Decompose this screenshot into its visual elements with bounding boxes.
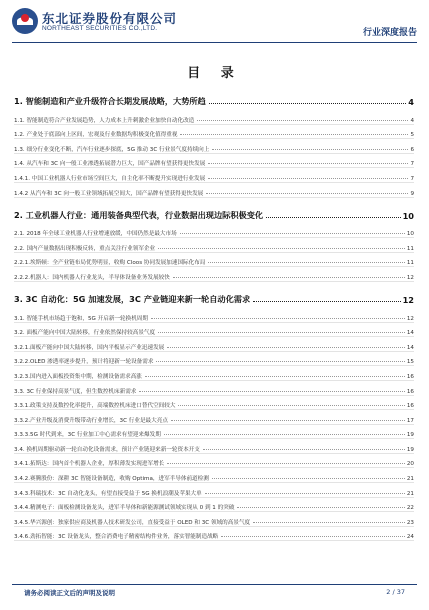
- toc-entry-text: 2.2.1.埃斯顿：全产业链布局优势明显，收购 Cloos 协同发展加速国际化布局: [14, 260, 206, 267]
- toc-subsection-entry[interactable]: [14, 323, 414, 338]
- toc-subsection-entry[interactable]: [14, 381, 414, 396]
- toc-subsection-entry[interactable]: [14, 183, 414, 198]
- toc-leader-dots: [208, 178, 408, 179]
- toc-entry-text: 3.4.3.科瑞技术：3C 自动化龙头，有望直接受益于 5G 换机浪潮及苹果大单: [14, 490, 202, 497]
- toc-leader-dots: [203, 449, 405, 450]
- toc-page-number: 24: [406, 534, 414, 541]
- toc-leader-dots: [139, 391, 404, 392]
- toc-leader-dots: [180, 134, 408, 135]
- toc-page-number: 17: [406, 417, 414, 424]
- report-type-label: 行业深度报告: [362, 28, 417, 38]
- toc-subsection-entry[interactable]: [14, 224, 414, 239]
- toc-subsection-entry[interactable]: [14, 425, 414, 440]
- toc-entry-text: 2.1. 2018 年全球工业机器人行业增速放缓，中国仍然是最大市场: [14, 231, 177, 238]
- toc-section-entry[interactable]: [14, 205, 414, 221]
- toc-entry-text: 3.3.3.5G 时代到来，3C 行业加工中心需求有望迎来爆发期: [14, 432, 161, 439]
- toc-page-number: 12: [402, 294, 414, 305]
- footer-divider: [12, 584, 417, 585]
- toc-leader-dots: [208, 163, 408, 164]
- toc-page-number: 15: [406, 359, 414, 366]
- toc-subsection-entry[interactable]: [14, 527, 414, 542]
- toc-section-entry[interactable]: [14, 289, 414, 305]
- toc-subsection-entry[interactable]: [14, 253, 414, 268]
- toc-entry-text: 3.4.2.赛腾股份：深耕 3C 智能设备制造，收购 Optima，进军半导体前道检测: [14, 476, 209, 483]
- table-of-contents: [14, 84, 414, 541]
- toc-page-number: 14: [406, 330, 414, 337]
- toc-entry-text: 3.2.1.面板产能向中国大陆转移，国内平板显示产业迅速发展: [14, 344, 165, 351]
- company-name-cn: 东北证券股份有限公司: [42, 11, 178, 26]
- toc-page-number: 11: [406, 245, 414, 252]
- toc-leader-dots: [237, 507, 404, 508]
- header-divider: [12, 42, 417, 43]
- toc-leader-dots: [145, 376, 405, 377]
- toc-subsection-entry[interactable]: [14, 168, 414, 183]
- toc-entry-text: 3.3.1.政策支持及数控化率提升，高端数控机床进口替代空间较大: [14, 403, 176, 410]
- toc-entry-text: 2.2.2.机器人：国内机器人行业龙头，半导体设备业务发展较快: [14, 274, 170, 281]
- toc-subsection-entry[interactable]: [14, 410, 414, 425]
- toc-page-number: 16: [406, 373, 414, 380]
- toc-page-number: 9: [410, 190, 414, 197]
- toc-subsection-entry[interactable]: [14, 352, 414, 367]
- toc-page-number: 21: [406, 476, 414, 483]
- toc-leader-dots: [206, 193, 408, 194]
- toc-leader-dots: [221, 536, 405, 537]
- toc-leader-dots: [209, 103, 407, 104]
- toc-page-number: 20: [406, 461, 414, 468]
- toc-leader-dots: [208, 262, 404, 263]
- toc-entry-text: 1.4. 从汽车和 3C 向一般工业渗透拓展潜力巨大，国产品牌有望获得更快发展: [14, 161, 206, 168]
- toc-entry-text: 3.2.3.国内进入面板投资集中期，检测设备需求高涨: [14, 373, 142, 380]
- toc-title: 目 录: [187, 66, 242, 81]
- toc-leader-dots: [167, 463, 405, 464]
- toc-entry-text: 3.4.4.精测电子：面板检测设备龙头，进军半导体和新能源测试领域实现从 0 到 1 的突破: [14, 505, 235, 512]
- toc-page-number: 10: [406, 231, 414, 238]
- toc-page-number: 7: [410, 175, 414, 182]
- toc-page-number: 4: [408, 97, 414, 107]
- toc-leader-dots: [266, 217, 400, 218]
- toc-page-number: 12: [406, 315, 414, 322]
- toc-leader-dots: [158, 248, 405, 249]
- toc-leader-dots: [205, 493, 405, 494]
- toc-leader-dots: [171, 420, 405, 421]
- toc-leader-dots: [197, 120, 408, 121]
- toc-subsection-entry[interactable]: [14, 267, 414, 282]
- toc-entry-text: 1.4.1. 中国工业机器人行业市场空间巨大，自主化率不断提升实现进行业发展: [14, 175, 206, 182]
- toc-leader-dots: [167, 347, 405, 348]
- toc-section-entry[interactable]: [14, 91, 414, 107]
- page-header: [0, 0, 429, 46]
- toc-entry-text: 1.4.2 从汽车和 3C 向一般工业领域拓展空间大，国产品牌有望获得更快发展: [14, 190, 204, 197]
- toc-page-number: 19: [406, 446, 414, 453]
- company-name-en: NORTHEAST SECURITIES CO.,LTD.: [42, 25, 158, 32]
- toc-subsection-entry[interactable]: [14, 498, 414, 513]
- toc-subsection-entry[interactable]: [14, 125, 414, 140]
- toc-entry-text: 3. 3C 自动化：5G 加速发展，3C 产业链迎来新一轮自动化需求: [14, 293, 251, 304]
- toc-leader-dots: [180, 233, 405, 234]
- toc-page-number: 14: [406, 344, 414, 351]
- toc-entry-text: 3.2. 面板产能向中国大陆转移，行业依然保持较高景气度: [14, 330, 156, 337]
- toc-leader-dots: [164, 434, 405, 435]
- toc-page-number: 21: [406, 490, 414, 497]
- toc-entry-text: 3.4.6.劲拓智能：3C 设备龙头，整合消费电子精密结构件业务，落实智能制造战略: [14, 534, 219, 541]
- toc-entry-text: 2. 工业机器人行业：通用装备典型代表，行业数据出现边际积极变化: [14, 209, 264, 220]
- toc-leader-dots: [253, 522, 405, 523]
- toc-page-number: 11: [406, 260, 414, 267]
- toc-subsection-entry[interactable]: [14, 154, 414, 169]
- toc-leader-dots: [151, 318, 405, 319]
- toc-subsection-entry[interactable]: [14, 139, 414, 154]
- toc-subsection-entry[interactable]: [14, 366, 414, 381]
- toc-subsection-entry[interactable]: [14, 238, 414, 253]
- toc-leader-dots: [212, 478, 405, 479]
- toc-entry-text: 3.2.2.OLED 渗透率逐步提升，预计将迎新一轮设备需求: [14, 359, 154, 366]
- toc-leader-dots: [253, 301, 400, 302]
- toc-page-number: 16: [406, 403, 414, 410]
- toc-leader-dots: [173, 277, 405, 278]
- toc-entry-text: 1.2. 产业处于底部向上区间，宏观及行业数据均积极变化值得重视: [14, 132, 178, 139]
- toc-entry-text: 3.4.5.华兴源创：独家供应商及机器人技术研发公司，直接受益于 OLED 和 3C 领域的高景气度: [14, 519, 251, 526]
- toc-subsection-entry[interactable]: [14, 468, 414, 483]
- toc-page-number: 22: [406, 505, 414, 512]
- toc-subsection-entry[interactable]: [14, 337, 414, 352]
- toc-leader-dots: [156, 361, 404, 362]
- company-logo-icon: [12, 8, 38, 34]
- toc-page-number: 5: [410, 132, 414, 139]
- toc-leader-dots: [212, 149, 408, 150]
- toc-entry-text: 3.4.1.拓斯达：国内首个机器人企业，厚积薄发实现进军增长: [14, 461, 165, 468]
- toc-page-number: 19: [406, 432, 414, 439]
- toc-subsection-entry[interactable]: [14, 483, 414, 498]
- toc-leader-dots: [178, 405, 404, 406]
- toc-entry-text: 3.1. 智能手机市场趋于饱和，5G 开启新一轮换机周期: [14, 315, 148, 322]
- toc-subsection-entry[interactable]: [14, 308, 414, 323]
- toc-entry-text: 1.1. 智能制造符合产业发展趋势，人力成本上升刺激企业加快自动化改造: [14, 117, 195, 124]
- toc-page-number: 16: [406, 388, 414, 395]
- toc-page-number: 12: [406, 274, 414, 281]
- toc-subsection-entry[interactable]: [14, 454, 414, 469]
- toc-page-number: 23: [406, 519, 414, 526]
- toc-entry-text: 3.4. 换机周期驱动新一轮自动化设备需求，预计产业链迎来新一轮资本开支: [14, 446, 200, 453]
- toc-entry-text: 1.3. 细分行业变化不断，汽车行业逐步探底，5G 推动 3C 行业景气度持续向上: [14, 146, 210, 153]
- toc-entry-text: 3.3.2.产业升级及消费升级带动行业增长，3C 行业是最大亮点: [14, 417, 168, 424]
- toc-subsection-entry[interactable]: [14, 396, 414, 411]
- page-indicator: 2 / 37: [386, 588, 405, 596]
- toc-leader-dots: [158, 332, 405, 333]
- toc-subsection-entry[interactable]: [14, 439, 414, 454]
- toc-page-number: 7: [410, 161, 414, 168]
- toc-subsection-entry[interactable]: [14, 512, 414, 527]
- toc-entry-text: 2.2. 国内产量数据出现积极反转，重点关注行业领军企业: [14, 245, 156, 252]
- footer-disclaimer: 请务必阅读正文后的声明及说明: [24, 589, 115, 597]
- toc-page-number: 4: [410, 117, 414, 124]
- toc-entry-text: 3.3. 3C 行业保持高景气度，但生数控机床新需求: [14, 388, 137, 395]
- toc-page-number: 6: [410, 146, 414, 153]
- toc-entry-text: 1. 智能制造和产业升级符合长期发展战略，大势所趋: [14, 96, 206, 106]
- toc-page-number: 10: [402, 210, 414, 221]
- toc-subsection-entry[interactable]: [14, 110, 414, 125]
